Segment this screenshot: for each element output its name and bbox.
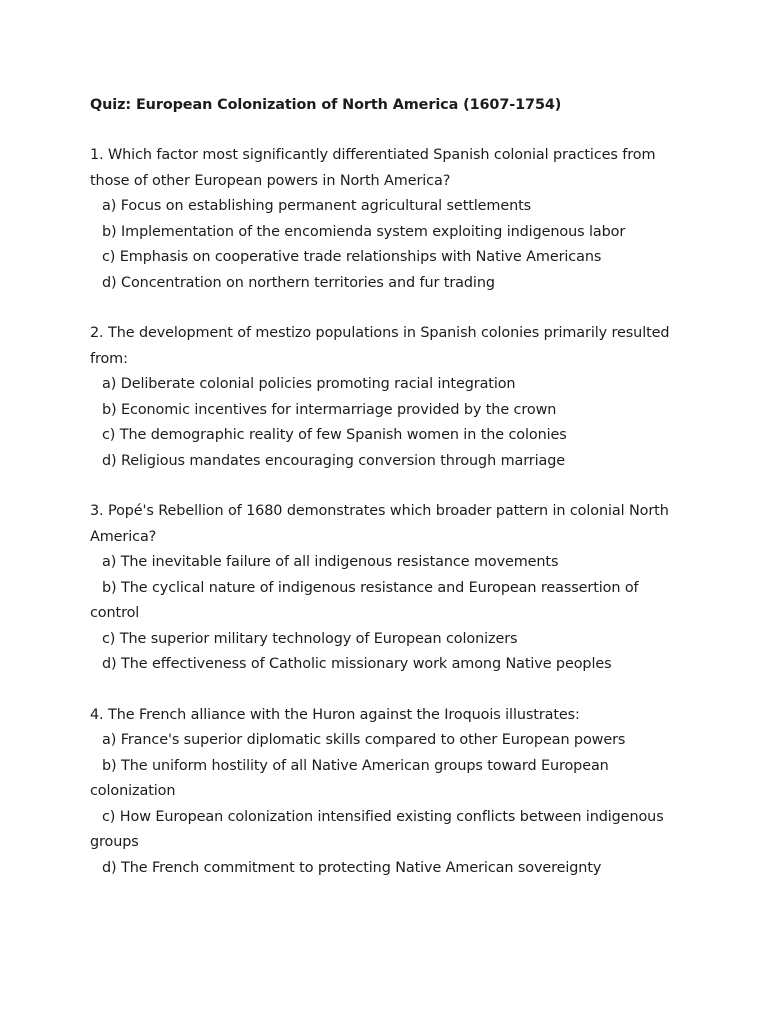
answer-option-a: a) Focus on establishing permanent agricultural settlements [102,198,532,214]
answer-option-d: d) Religious mandates encouraging conversion through marriage [102,452,566,469]
answer-option-b: b) The uniform hostility of all Native American groups toward European colonization [90,757,609,799]
answer-option-b: b) Economic incentives for intermarriage provided by the crown [102,401,557,418]
question-text: 4. The French alliance with the Huron against the Iroquois illustrates: [90,706,580,723]
answer-option-c: c) The demographic reality of few Spanish women in the colonies [102,427,567,443]
answer-option-c: c) Emphasis on cooperative trade relationships with Native Americans [102,249,602,265]
answer-option-d: d) The effectiveness of Catholic missionary work among Native peoples [102,656,612,672]
quiz-document [90,93,690,881]
question-text: 1. Which factor most significantly differentiated Spanish colonial practices from those of other European powers in North America? [90,147,656,189]
answer-option-b: b) Implementation of the encomienda system exploiting indigenous labor [102,223,626,240]
answer-option-b: b) The cyclical nature of indigenous resistance and European reassertion of control [90,579,639,621]
question-2 [90,321,690,474]
answer-option-c: c) How European colonization intensified existing conflicts between indigenous groups [90,808,664,850]
question-1 [90,143,690,296]
answer-option-a: a) France's superior diplomatic skills compared to other European powers [102,732,626,748]
quiz-title: Quiz: European Colonization of North America (1607-1754) [90,97,562,113]
answer-option-d: d) The French commitment to protecting Native American sovereignty [102,859,602,876]
question-3 [90,499,690,678]
question-text: 3. Popé's Rebellion of 1680 demonstrates which broader pattern in colonial North America? [90,503,669,545]
answer-option-a: a) The inevitable failure of all indigenous resistance movements [102,554,559,570]
answer-option-c: c) The superior military technology of European colonizers [102,630,518,647]
answer-option-a: a) Deliberate colonial policies promoting racial integration [102,376,516,392]
answer-option-d: d) Concentration on northern territories and fur trading [102,274,495,291]
question-text: 2. The development of mestizo populations in Spanish colonies primarily resulted from: [90,325,670,367]
question-4 [90,703,690,882]
